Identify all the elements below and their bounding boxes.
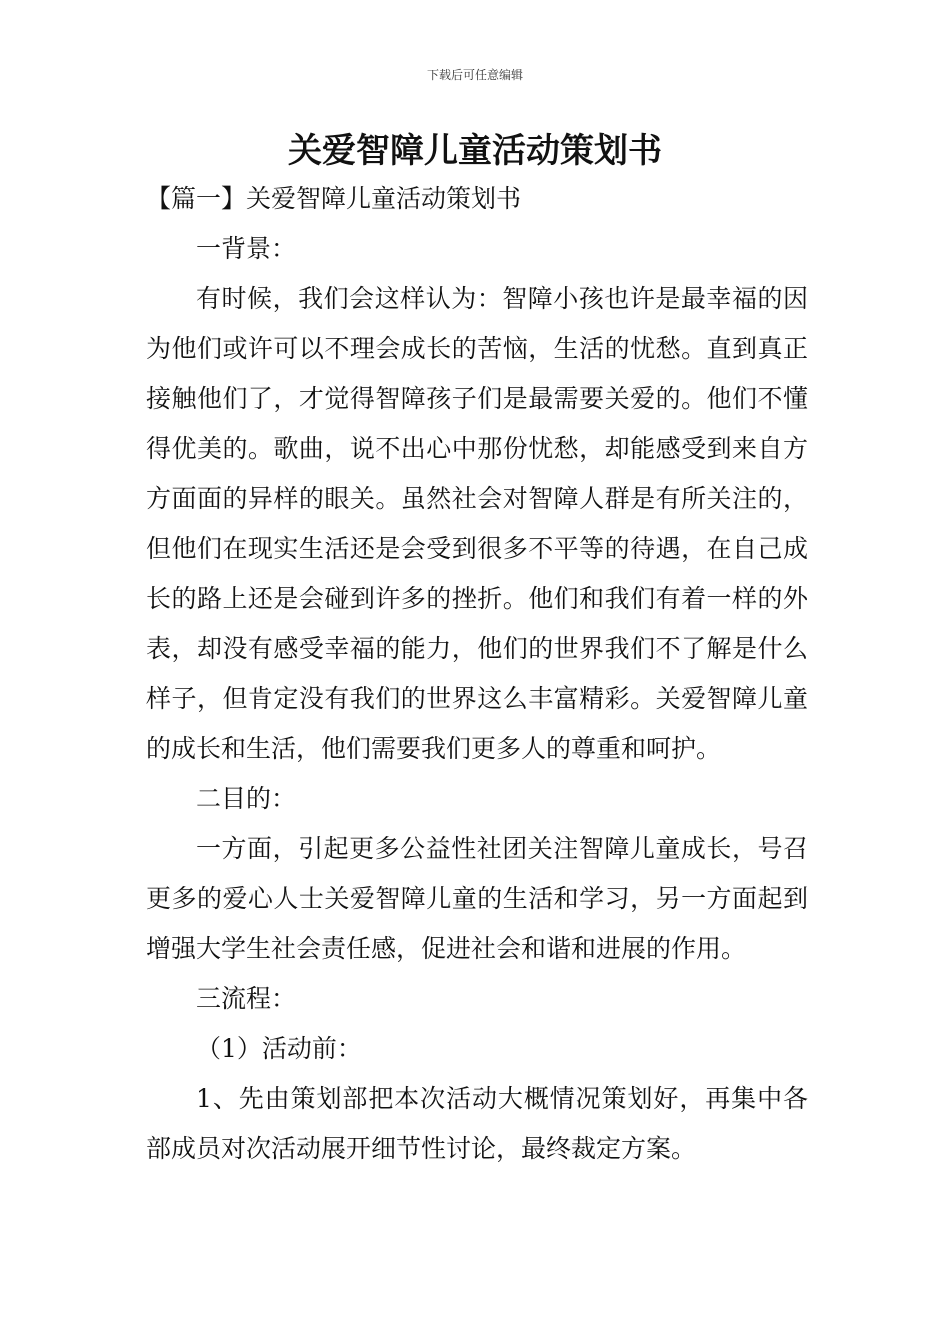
paragraph-background: 有时候，我们会这样认为：智障小孩也许是最幸福的因为他们或许可以不理会成长的苦恼，生活的忧愁。直到真正接触他们了，才觉得智障孩子们是最需要关爱的。他们不懂得优美的。歌曲，说不出心中那份忧愁，却能感受到来自方方面面的异样的眼关。虽然社会对智障人群是有所关注的，但他们在现实生活还是会受到很多不平等的待遇，在自己成长的路上还是会碰到许多的挫折。他们和我们有着一样的外表，却没有感受幸福的能力，他们的世界我们不了解是什么样子，但肯定没有我们的世界这么丰富精彩。关爱智障儿童的成长和生活，他们需要我们更多人的尊重和呵护。 — [146, 284, 808, 763]
document-body — [146, 224, 808, 1174]
document-title: 关爱智障儿童活动策划书 — [288, 131, 662, 171]
paragraph-step-1: 1、先由策划部把本次活动大概情况策划好，再集中各部成员对次活动展开细节性讨论，最终裁定方案。 — [146, 1084, 808, 1163]
paragraph-purpose: 一方面，引起更多公益性社团关注智障儿童成长，号召更多的爱心人士关爱智障儿童的生活和学习，另一方面起到增强大学生社会责任感，促进社会和谐和进展的作用。 — [146, 834, 808, 963]
heading-purpose: 二目的： — [196, 784, 297, 813]
page-header-note: 下载后可任意编辑 — [426, 68, 523, 82]
section-heading: 【篇一】关爱智障儿童活动策划书 — [146, 184, 522, 213]
subheading-before-activity: （1）活动前： — [196, 1034, 362, 1063]
heading-background: 一背景： — [196, 234, 297, 263]
heading-process: 三流程： — [196, 984, 297, 1013]
